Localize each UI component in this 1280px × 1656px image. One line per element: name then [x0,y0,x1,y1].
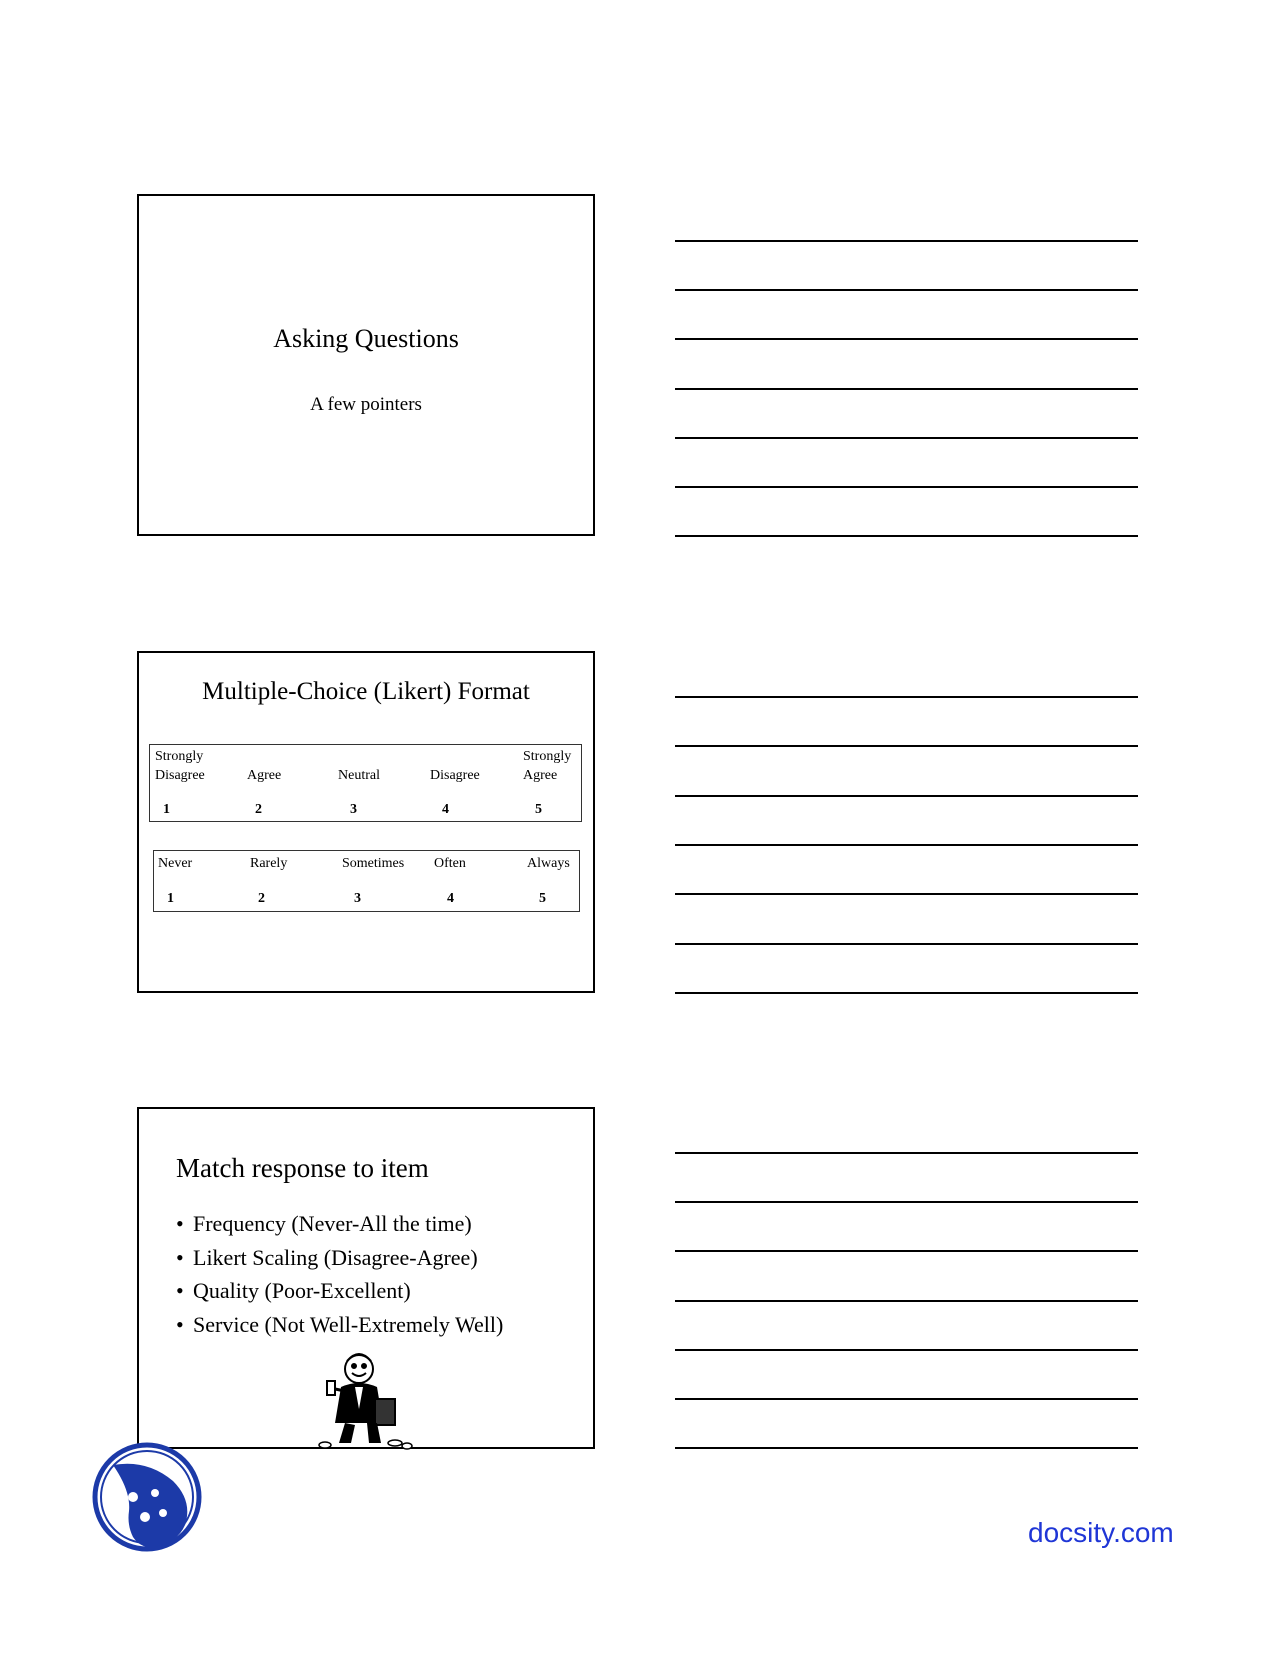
note-line [675,992,1138,994]
scale-label: Strongly Disagree [155,749,205,783]
scale-number: 3 [354,891,361,906]
note-line [675,437,1138,439]
scale-label: Never [158,856,193,871]
note-line [675,388,1138,390]
slide-3-title: Match response to item [176,1153,429,1183]
slide-1 [137,194,595,536]
note-line [675,240,1138,242]
scale-number: 4 [442,802,449,817]
scale-number: 5 [539,891,546,906]
slide-1-subtitle: A few pointers [310,394,422,415]
slide-2-title: Multiple-Choice (Likert) Format [202,678,530,705]
note-line [675,795,1138,797]
list-item: • Frequency (Never-All the time) [176,1211,472,1236]
list-item: • Quality (Poor-Excellent) [176,1278,411,1303]
scale-label: Disagree [430,768,480,783]
slide-3 [137,1107,595,1449]
note-line [675,745,1138,747]
scale-number: 1 [163,802,170,817]
slide-2 [137,651,595,993]
thinking-man-clipart-icon [309,1343,419,1451]
notes-lines-2 [675,696,1138,996]
scale-number: 2 [255,802,262,817]
note-line [675,893,1138,895]
note-line [675,1398,1138,1400]
note-line [675,943,1138,945]
note-line [675,844,1138,846]
note-line [675,1447,1138,1449]
scale-number: 2 [258,891,265,906]
agreement-scale [149,744,582,822]
note-line [675,338,1138,340]
scale-label: Agree [247,768,282,783]
note-line [675,1300,1138,1302]
scale-label: Often [434,856,466,871]
frequency-scale [153,850,580,912]
notes-lines-1 [675,240,1138,540]
list-item: • Likert Scaling (Disagree-Agree) [176,1244,478,1270]
scale-label: Always [527,856,570,871]
docsity-logo-icon[interactable] [91,1441,203,1553]
scale-label: Strongly Agree [523,749,572,783]
scale-number: 5 [535,802,542,817]
docsity-link[interactable]: docsity.com [1028,1517,1174,1548]
notes-lines-3 [675,1152,1138,1452]
note-line [675,289,1138,291]
note-line [675,1349,1138,1351]
scale-number: 3 [350,802,357,817]
slide-1-title: Asking Questions [273,324,459,353]
scale-label: Rarely [250,856,288,871]
scale-label: Sometimes [342,856,405,871]
scale-label: Neutral [338,768,380,783]
note-line [675,1152,1138,1154]
note-line [675,1250,1138,1252]
note-line [675,1201,1138,1203]
list-item: • Service (Not Well-Extremely Well) [176,1311,504,1337]
scale-number: 4 [447,891,454,906]
note-line [675,535,1138,537]
note-line [675,696,1138,698]
bullet-list [176,1207,503,1341]
note-line [675,486,1138,488]
scale-number: 1 [167,891,174,906]
